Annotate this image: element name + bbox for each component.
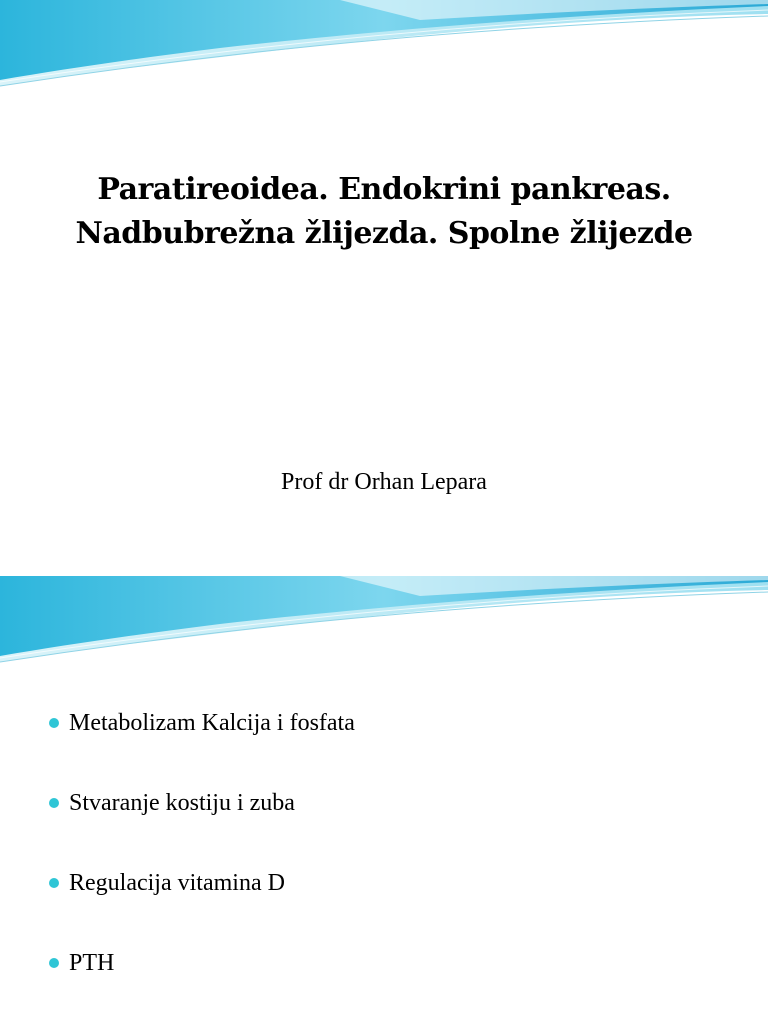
bullet-list xyxy=(0,707,768,1024)
bullet-item xyxy=(0,867,768,947)
bullet-dot-icon xyxy=(49,958,59,968)
bullet-text: Metabolizam Kalcija i fosfata xyxy=(69,710,355,736)
bullet-item xyxy=(0,707,768,787)
bullet-dot-icon xyxy=(49,798,59,808)
slide-title: Paratireoidea. Endokrini pankreas. Nadbubrežna žlijezda. Spolne žlijezde xyxy=(75,172,693,251)
header-wave-decoration xyxy=(0,0,768,90)
bullet-text: PTH xyxy=(69,950,115,976)
bullet-item xyxy=(0,787,768,867)
header-wave-decoration xyxy=(0,576,768,666)
content-slide xyxy=(0,576,768,1024)
bullet-item xyxy=(0,947,768,1024)
bullet-text: Stvaranje kostiju i zuba xyxy=(69,790,295,816)
bullet-dot-icon xyxy=(49,878,59,888)
bullet-text: Regulacija vitamina D xyxy=(69,870,285,896)
bullet-dot-icon xyxy=(49,718,59,728)
slide-author: Prof dr Orhan Lepara xyxy=(281,469,487,495)
